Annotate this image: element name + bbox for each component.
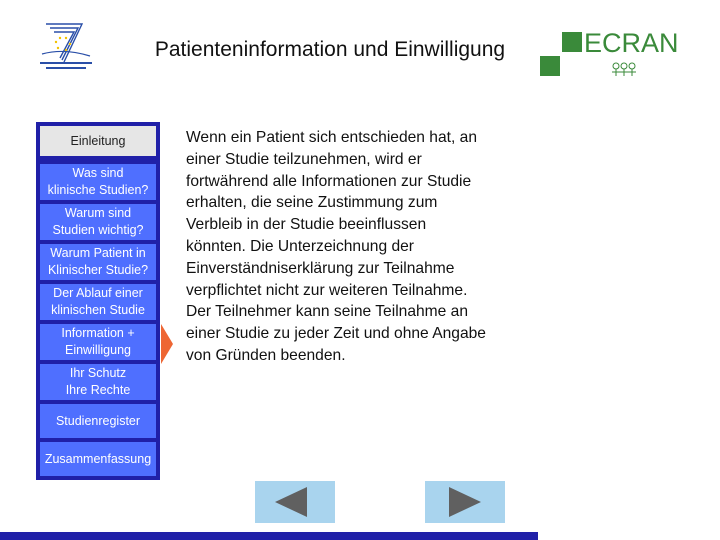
next-slide-button[interactable] <box>425 481 505 523</box>
page-title: Patienteninformation und Einwilligung <box>154 38 506 61</box>
nav-item-label: Ihr Schutz Ihre Rechte <box>65 366 131 397</box>
nav-item-information-einwilligung[interactable] <box>40 324 156 360</box>
fp7-logo <box>36 18 96 74</box>
nav-item-label: Information + Einwilligung <box>61 326 135 357</box>
triangle-right-icon <box>425 481 505 523</box>
nav-item-ablauf-klinische-studie[interactable] <box>40 284 156 320</box>
current-topic-pointer-icon <box>161 324 173 364</box>
nav-item-label: Warum sind Studien wichtig? <box>52 206 144 237</box>
ecran-logo-text: ECRAN <box>584 28 679 58</box>
triangle-left-icon <box>255 481 335 523</box>
nav-item-einleitung[interactable] <box>40 126 156 156</box>
nav-item-label: Warum Patient in Klinischer Studie? <box>47 246 149 277</box>
topic-nav-panel <box>36 122 160 480</box>
previous-slide-button[interactable] <box>255 481 335 523</box>
nav-item-was-sind-klinische-studien[interactable] <box>40 164 156 200</box>
content-text: Wenn ein Patient sich entschieden hat, an einer Studie teilzunehmen, wird er fortwährend alle Informationen zur Studie erhalten, die seine Zustimmung zum Verbleib in der Studie beeinflussen könnten. Die Unterzeichnung der Einverständniserklärung zur Teilnahme verpflichtet nicht zur weiteren Teilnahme. Der Teilnehmer kann seine Teilnahme an einer Studie zu jeder Zeit und ohne Angabe von Gründen beenden. <box>186 129 486 364</box>
nav-item-warum-sind-studien-wichtig[interactable] <box>40 204 156 240</box>
nav-item-warum-patient-in-klinischer-studie[interactable] <box>40 244 156 280</box>
nav-item-label: Was sind klinische Studien? <box>47 166 149 197</box>
nav-item-label: Einleitung <box>70 133 126 148</box>
bottom-bar <box>0 532 538 540</box>
nav-item-zusammenfassung[interactable] <box>40 442 156 476</box>
nav-item-label: Der Ablauf einer klinischen Studie <box>51 286 145 317</box>
nav-item-studienregister[interactable] <box>40 404 156 438</box>
nav-item-label: Studienregister <box>55 413 141 428</box>
nav-item-label: Zusammenfassung <box>44 451 152 466</box>
nav-item-ihr-schutz-ihre-rechte[interactable] <box>40 364 156 400</box>
